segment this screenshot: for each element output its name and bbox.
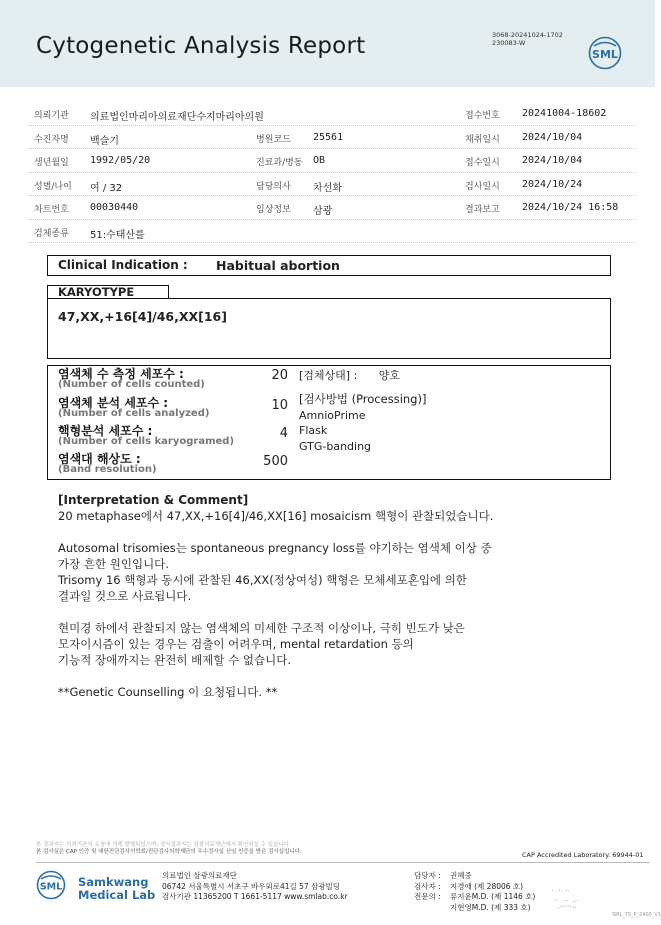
comment-line-6: 현미경 하에서 관찰되지 않는 염색체의 미세한 구조적 이상이나, 극히 빈도가 낮은 bbox=[58, 621, 465, 635]
collected-value: 2024/10/04 bbox=[522, 131, 583, 143]
specimen-value: 51:수태산를 bbox=[90, 229, 145, 241]
comment-line-5: 결과일 것으로 사료됩니다. bbox=[58, 589, 192, 603]
cells-karyogramed-en: (Number of cells karyogramed) bbox=[58, 436, 235, 447]
logo-bottom-text: SML bbox=[39, 881, 63, 893]
corp-1: 의료법인 삼광의료재단 bbox=[162, 871, 237, 880]
dob-value: 1992/05/20 bbox=[90, 155, 151, 166]
cells-karyogramed bbox=[58, 425, 234, 447]
patient-info-table bbox=[28, 102, 636, 243]
chart-value: 00030440 bbox=[90, 202, 139, 213]
chart-label: 차트번호 bbox=[34, 205, 69, 215]
dob-label: 생년월일 bbox=[34, 158, 69, 168]
interpretation-comment bbox=[58, 492, 618, 716]
staff-manager-label: 담당자 : bbox=[414, 871, 441, 880]
comment-line-7: 모자이시즘이 있는 경우는 검출이 어려우며, mental retardation 등의 bbox=[58, 637, 414, 651]
corp-3: 검사기관 11365200 T 1661-5117 www.smlab.co.kr bbox=[162, 892, 348, 901]
method-label: [검사방법 (Processing)] bbox=[299, 392, 427, 406]
comment-title: [Interpretation & Comment] bbox=[58, 493, 249, 507]
comment-line-4: Trisomy 16 핵형과 동시에 관찰된 46,XX(정상여성) 핵형은 모체세포혼입에 의한 bbox=[58, 573, 467, 587]
receipt-no-value: 20241004-18602 bbox=[522, 108, 607, 119]
institution-value: 의료법인마리아의료재단수지마리아의원 bbox=[90, 112, 264, 123]
staff-doctor-2: 지현영M.D. (제 333 호) bbox=[450, 902, 531, 912]
doc-code-2: 230083-W bbox=[492, 39, 526, 47]
page-title: Cytogenetic Analysis Report bbox=[36, 33, 366, 59]
clinical-label: 임상정보 bbox=[256, 205, 291, 215]
specimen-status-label: [검체상태] : bbox=[299, 369, 358, 382]
karyotype-value: 47,XX,+16[4]/46,XX[16] bbox=[58, 309, 227, 324]
staff-doctor-label: 전문의 : bbox=[414, 892, 441, 901]
reported-label: 결과보고 bbox=[465, 205, 500, 215]
patient-value: 백슬기 bbox=[90, 135, 119, 147]
comment-line-9: **Genetic Counselling 이 요청됩니다. ** bbox=[58, 685, 278, 699]
processing-method bbox=[299, 392, 426, 454]
cells-counted bbox=[58, 368, 205, 390]
disclaimer-1: 본 결과지는 의뢰기관의 요청에 의해 발행되었으며, 정식결과지는 삼광의료재단에서 확인하실 수 있습니다. bbox=[36, 842, 291, 848]
comment-line-8: 기능적 장애까지는 완전히 배제할 수 없습니다. bbox=[58, 653, 292, 667]
reported-value: 2024/10/24 16:58 bbox=[522, 202, 619, 213]
method-1: AmnioPrime bbox=[299, 408, 366, 422]
cells-counted-kr: 염색체 수 측정 세포수 : bbox=[58, 367, 184, 381]
karyotype-tab bbox=[47, 285, 169, 298]
signature-mark bbox=[548, 882, 588, 912]
cells-karyogramed-value: 4 bbox=[279, 426, 288, 441]
comment-line-2: Autosomal trisomies는 spontaneous pregnancy loss를 야기하는 염색체 이상 중 bbox=[58, 541, 492, 555]
info-row-specimen bbox=[28, 220, 636, 244]
sml-logo-bottom-icon bbox=[36, 870, 66, 900]
sex-age-label: 성별/나이 bbox=[34, 181, 72, 192]
doctor-label: 담당의사 bbox=[256, 181, 291, 192]
disclaimer bbox=[36, 842, 456, 856]
institution-label: 의뢰기관 bbox=[34, 111, 69, 121]
doctor-value: 차선화 bbox=[313, 182, 342, 194]
cells-counted-value: 20 bbox=[271, 368, 288, 383]
cells-counted-en: (Number of cells counted) bbox=[58, 379, 205, 390]
band-resolution-kr: 염색대 해상도 : bbox=[58, 452, 141, 466]
specimen-status bbox=[299, 368, 400, 384]
disclaimer-2: 본 검사실은 CAP 인증 및 대한진단검사의학회/진단검사의학재단의 우수검사실 신임 인증을 받은 검사실입니다. bbox=[36, 849, 302, 855]
document-codes bbox=[492, 31, 563, 47]
sml-logo-icon bbox=[588, 36, 622, 70]
tested-value: 2024/10/24 bbox=[522, 178, 583, 190]
doc-code-1: 3068-20241024-1702 bbox=[492, 31, 563, 39]
staff-info bbox=[414, 871, 535, 913]
info-row-sex-age bbox=[28, 173, 636, 197]
dept-label: 진료과/병동 bbox=[256, 158, 303, 168]
method-2: Flask bbox=[299, 424, 328, 437]
clinical-indication-label: Clinical Indication : bbox=[58, 258, 188, 272]
info-row-institution bbox=[28, 102, 636, 126]
cells-analyzed-kr: 염색체 분석 세포수 : bbox=[58, 396, 169, 410]
band-resolution-en: (Band resolution) bbox=[58, 464, 157, 475]
specimen-label: 검체종류 bbox=[34, 228, 69, 239]
clinical-value: 삼광 bbox=[313, 206, 333, 217]
corp-2: 06742 서울특별시 서초구 바우뫼로41길 57 삼광빌딩 bbox=[162, 881, 341, 891]
sml-name-1: Samkwang bbox=[78, 875, 149, 889]
clinical-indication-value: Habitual abortion bbox=[216, 258, 340, 273]
footer-divider bbox=[36, 862, 650, 863]
dept-value: OB bbox=[313, 155, 326, 166]
staff-manager: 권혜중 bbox=[450, 871, 472, 880]
comment-line-1: 20 metaphase에서 47,XX,+16[4]/46,XX[16] mosaicism 핵형이 관찰되었습니다. bbox=[58, 509, 494, 523]
sml-name bbox=[78, 876, 155, 902]
band-resolution bbox=[58, 453, 157, 475]
cells-analyzed-en: (Number of cells analyzed) bbox=[58, 408, 210, 419]
staff-tester-label: 검사자 : bbox=[414, 881, 441, 891]
cells-karyogramed-kr: 핵형분석 세포수 : bbox=[58, 424, 153, 438]
sex-age-value: 여 / 32 bbox=[90, 182, 123, 194]
sml-name-2: Medical Lab bbox=[78, 888, 156, 902]
logo-text: SML bbox=[592, 48, 618, 61]
collected-label: 채취일시 bbox=[465, 134, 500, 145]
patient-label: 수진자명 bbox=[34, 134, 69, 145]
info-row-chart bbox=[28, 196, 636, 220]
cells-analyzed-value: 10 bbox=[271, 398, 288, 413]
karyotype-label: KARYOTYPE bbox=[58, 285, 135, 299]
corporate-info bbox=[162, 871, 348, 903]
hospital-code-label: 병원코드 bbox=[256, 134, 291, 145]
tested-label: 검사일시 bbox=[465, 181, 500, 192]
specimen-status-value: 양호 bbox=[378, 369, 401, 382]
band-resolution-value: 500 bbox=[263, 454, 288, 469]
hospital-code-value: 25561 bbox=[313, 131, 344, 143]
comment-line-3: 가장 흔한 원인입니다. bbox=[58, 557, 169, 571]
cell-counts-box bbox=[47, 365, 611, 480]
staff-doctor-1: 류지윤M.D. (제 1146 호) bbox=[450, 892, 536, 901]
cap-accreditation: CAP Accredited Laboratory. 69944-01 bbox=[522, 851, 644, 859]
clinical-indication-box bbox=[47, 255, 611, 276]
received-value: 2024/10/04 bbox=[522, 155, 583, 166]
receipt-no-label: 접수번호 bbox=[465, 111, 500, 121]
cells-analyzed bbox=[58, 397, 209, 419]
info-row-dob bbox=[28, 149, 636, 173]
info-row-patient bbox=[28, 126, 636, 150]
staff-tester: 지경애 (제 28006 호) bbox=[450, 881, 524, 891]
method-3: GTG-banding bbox=[299, 439, 372, 453]
karyotype-box bbox=[47, 298, 611, 359]
received-label: 접수일시 bbox=[465, 158, 500, 168]
form-code: SML_TS_P_2400_V1 bbox=[612, 912, 661, 918]
